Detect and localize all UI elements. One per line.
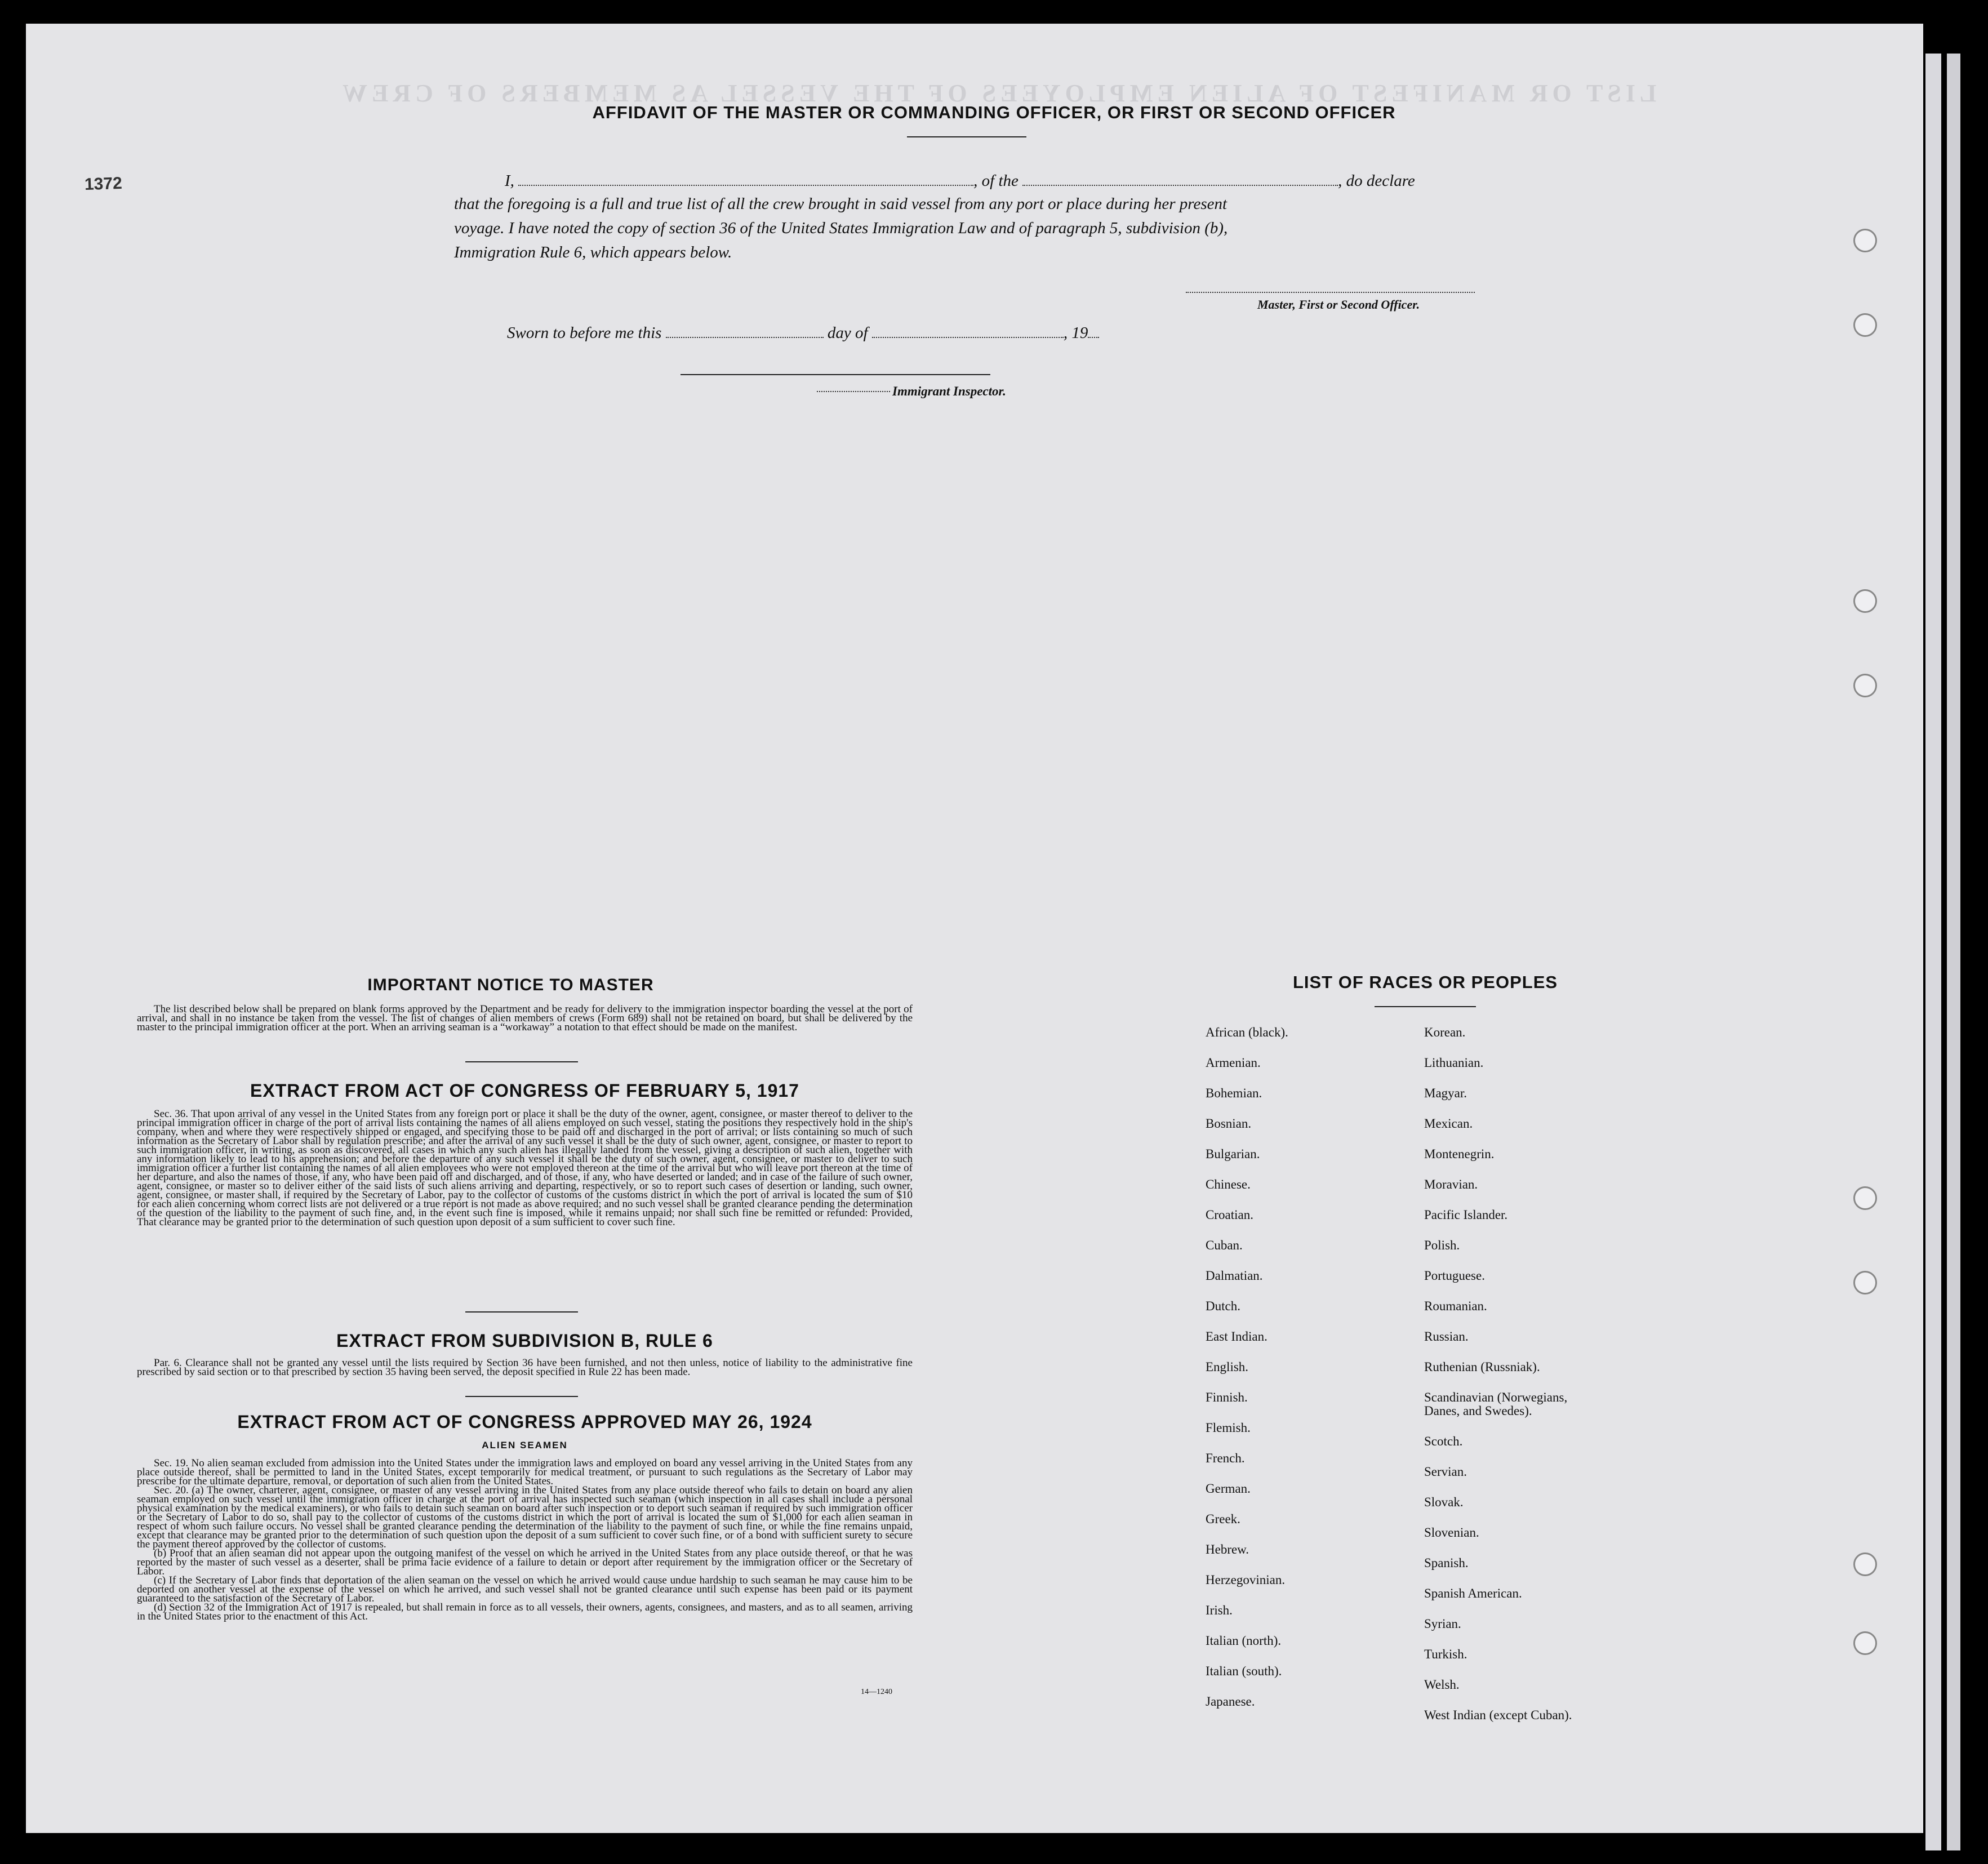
- extract-1924-sec20d: (d) Section 32 of the Immigration Act of 1917 is repealed, but shall remain in force as to all vessels, their owners, agents, consignees, and masters, and as to all seamen, arriving in the United States prior to the enactment of this Act.: [137, 1601, 913, 1622]
- extract-1924-sec20a: Sec. 20. (a) The owner, charterer, agent, consignee, or master of any vessel arriving in the United States from any place outside thereof who fails to detain on board any alien seaman employed on such vessel until the immigration officer in charge at the port of arrival has inspected such seaman (which inspection in all cases shall include a personal physical examination by the medical examiners), or who fails to detain such seaman on board after such inspection or to deport such seaman if required by such immigration officer or the Secretary of Labor to do so, shall pay to the collector of customs of the customs district in which the port of arrival is located the sum of $1,000 for each alien seaman in respect of whom such failure occurs. No vessel shall be granted clearance pending the determination of the liability to the payment of such fine, or while the fine remains unpaid, except that clearance may be granted prior to the determination of such question upon the deposit of a sum sufficient to cover such fine, or of a bond with sufficient surety to secure the payment thereof approved by the collector of customs.: [137, 1484, 913, 1550]
- affidavit-line-2: that the foregoing is a full and true list of all the crew brought in said vessel from any port or place during her present: [454, 195, 1228, 213]
- extract-1924-sec19: Sec. 19. No alien seaman excluded from admission into the United States under the immigration laws and employed on board any vessel arriving in the United States from any place outside thereof, shall be permitted to land in the United States, except temporarily for medical treatment, or pursuant to such regulations as the Secretary of Labor may prescribe for the ultimate departure, removal, or deportation of such alien from the United States.: [137, 1457, 913, 1487]
- punch-hole: [1853, 589, 1877, 613]
- margin-stamp: 1372: [84, 174, 123, 194]
- race-item: Cuban.: [1206, 1238, 1243, 1252]
- race-item: Chinese.: [1206, 1177, 1251, 1191]
- page-edge: [1947, 54, 1960, 1850]
- race-item: Italian (north).: [1206, 1634, 1282, 1648]
- race-item: Dutch.: [1206, 1299, 1240, 1313]
- inspector-label: Immigrant Inspector.: [892, 384, 1006, 398]
- affidavit-i: I,: [505, 172, 514, 190]
- extract-1917-paragraph: Sec. 36. That upon arrival of any vessel in the United States from any foreign port or place it shall be the duty of the owner, agent, consignee, or master thereof to deliver to the principal immigration officer in charge of the port of arrival lists containing the names of all aliens employed on such vessel, stating the positions they respectively hold in the ship's company, when and where they were respectively shipped or engaged, and specifying those to be paid off and discharged in the port of arrival; or lists containing so much of such information as the Secretary of Labor shall by regulation prescribe; and after the arrival of any such vessel it shall be the duty of such owner, agent, consignee, or master to report to such immigration officer, in writing, as soon as discovered, all cases in which any such alien has illegally landed from the vessel, giving a description of such alien, together with any information likely to lead to his apprehension; and before the departure of any such vessel it shall be the duty of such owner, agent, consignee, or master to deliver to such immigration officer a further list containing the names of all alien employees who were not employed thereon at the time of the arrival but who will leave port thereon at the time of her departure, and also the names of those, if any, who have been paid off and discharged, and of those, if any, who have deserted or landed; and in case of the failure of such owner, agent, consignee, or master so to deliver either of the said lists of such aliens arriving and departing, respectively, or so to report such cases of desertion or landing, such owner, agent, consignee, or master shall, if required by the Secretary of Labor, pay to the collector of customs of the customs district in which the port of arrival is located the sum of $10 for each alien concerning whom correct lists are not delivered or a true report is not made as above required; and no such vessel shall be granted clearance pending the determination of the question of the liability to the payment of such fine, and, in the event such fine is imposed, while it remains unpaid; nor shall such fine be remitted or refunded: Provided, That clearance may be granted prior to the determination of such question upon deposit of a sum sufficient to cover such fine.: [137, 1108, 913, 1228]
- extract-1924-subheading: ALIEN SEAMEN: [482, 1440, 568, 1451]
- race-item: Herzegovinian.: [1206, 1573, 1286, 1587]
- race-item: Servian.: [1424, 1465, 1467, 1479]
- race-item: Slovak.: [1424, 1495, 1464, 1509]
- race-item: Ruthenian (Russniak).: [1424, 1360, 1540, 1374]
- extract-1917-heading: EXTRACT FROM ACT OF CONGRESS OF FEBRUARY 5, 1917: [250, 1080, 799, 1101]
- extract-1924-heading: EXTRACT FROM ACT OF CONGRESS APPROVED MAY 26, 1924: [237, 1412, 812, 1432]
- notice-heading: IMPORTANT NOTICE TO MASTER: [367, 976, 654, 994]
- extract-1924-sec20c: (c) If the Secretary of Labor finds that deportation of the alien seaman on the vessel on which he arrived would cause undue hardship to such seaman he may cause him to be deported on another vessel at the expense of the vessel on which he arrived, and such vessel shall not be granted clearance until such expense has been paid or its payment guaranteed to the satisfaction of the Secretary of Labor.: [137, 1574, 913, 1604]
- race-item: Pacific Islander.: [1424, 1208, 1508, 1222]
- punch-hole: [1853, 229, 1877, 252]
- extract-rule6-body: [137, 1359, 913, 1377]
- race-item: Magyar.: [1424, 1086, 1467, 1100]
- year-text: , 19: [1063, 324, 1088, 342]
- section-rule: [465, 1061, 578, 1062]
- inspector-signature-line[interactable]: [681, 374, 990, 375]
- race-item: Spanish American.: [1424, 1586, 1522, 1600]
- extract-rule6-paragraph: Par. 6. Clearance shall not be granted any vessel until the lists required by Section 36 have been furnished, and not then unless, notice of liability to the administrative fine prescribed by said section or to that prescribed by section 35 having been served, the deposit specified in Rule 22 has been made.: [137, 1357, 913, 1378]
- race-item: Hebrew.: [1206, 1542, 1249, 1556]
- extract-1917-body: [137, 1110, 913, 1227]
- notice-paragraph: The list described below shall be prepared on blank forms approved by the Department and be ready for delivery to the immigration inspector boarding the vessel at the port of arrival, and shall in no instance be taken from the vessel. The list of changes of alien members of crews (Form 689) shall not be retained on board, but shall be delivered by the master to the principal immigration officer at the port. When an arriving seaman is a “workaway” a notation to that effect should be made on the manifest.: [137, 1003, 913, 1033]
- race-item: Turkish.: [1424, 1647, 1467, 1661]
- punch-hole: [1853, 1186, 1877, 1210]
- race-item: Spanish.: [1424, 1556, 1469, 1570]
- heading-rule: [907, 136, 1026, 137]
- month-blank[interactable]: [872, 322, 1064, 338]
- race-item: West Indian (except Cuban).: [1424, 1708, 1572, 1722]
- race-item: Scandinavian (Norwegians,: [1424, 1390, 1568, 1404]
- race-item: Moravian.: [1424, 1177, 1478, 1191]
- form-number: 14—1240: [861, 1688, 892, 1696]
- punch-hole: [1853, 674, 1877, 697]
- extract-1924-body: [137, 1459, 913, 1621]
- race-item: Lithuanian.: [1424, 1056, 1484, 1070]
- page-edge: [1925, 54, 1941, 1850]
- extract-1924-sec20b: (b) Proof that an alien seaman did not appear upon the outgoing manifest of the vessel on which he arrived in the United States from any place outside thereof, or that he was reported by the master of such vessel as a deserter, shall be prima facie evidence of a failure to detain or deport after requirement by the immigration officer or the Secretary of Labor.: [137, 1547, 913, 1577]
- race-item: Russian.: [1424, 1329, 1469, 1343]
- affidavit-heading: AFFIDAVIT OF THE MASTER OR COMMANDING OFFICER, OR FIRST OR SECOND OFFICER: [592, 103, 1396, 122]
- affidavit-line-3: voyage. I have noted the copy of section 36 of the United States Immigration Law and of paragraph 5, subdivision (b),: [454, 219, 1228, 237]
- race-item: Slovenian.: [1424, 1525, 1479, 1540]
- section-rule: [465, 1396, 578, 1397]
- affidavit-line-4: Immigration Rule 6, which appears below.: [454, 243, 732, 261]
- name-blank[interactable]: [518, 170, 973, 186]
- race-item: Italian (south).: [1206, 1664, 1282, 1678]
- race-item: German.: [1206, 1482, 1251, 1496]
- race-item: French.: [1206, 1451, 1245, 1465]
- extract-rule6-heading: EXTRACT FROM SUBDIVISION B, RULE 6: [336, 1331, 713, 1351]
- race-item: Armenian.: [1206, 1056, 1261, 1070]
- race-item: Welsh.: [1424, 1678, 1460, 1692]
- notice-body: [137, 1005, 913, 1032]
- punch-hole: [1853, 1552, 1877, 1576]
- affidavit-declare: , do declare: [1338, 172, 1415, 190]
- inspector-dots: [817, 391, 890, 392]
- punch-hole: [1853, 1271, 1877, 1294]
- day-of-text: day of: [827, 324, 868, 342]
- master-signature-label: Master, First or Second Officer.: [1257, 297, 1420, 312]
- race-item: Dalmatian.: [1206, 1269, 1263, 1283]
- race-item: Croatian.: [1206, 1208, 1253, 1222]
- section-rule: [465, 1311, 578, 1313]
- race-item: Finnish.: [1206, 1390, 1248, 1404]
- sworn-text: Sworn to before me this: [507, 324, 662, 342]
- affidavit-of-the: , of the: [973, 172, 1019, 190]
- race-item: East Indian.: [1206, 1329, 1267, 1343]
- race-item: Mexican.: [1424, 1116, 1473, 1131]
- race-item: Korean.: [1424, 1025, 1466, 1039]
- race-item: English.: [1206, 1360, 1249, 1374]
- race-item: Irish.: [1206, 1603, 1233, 1617]
- year-blank[interactable]: [1088, 322, 1099, 338]
- race-item: Bulgarian.: [1206, 1147, 1260, 1161]
- race-item: Polish.: [1424, 1238, 1460, 1252]
- race-item: Roumanian.: [1424, 1299, 1487, 1313]
- race-item: Scotch.: [1424, 1434, 1463, 1448]
- race-item: Portuguese.: [1424, 1269, 1485, 1283]
- affidavit-line-1: [505, 170, 1415, 190]
- race-item: Japanese.: [1206, 1694, 1255, 1709]
- race-item: Montenegrin.: [1424, 1147, 1495, 1161]
- race-item: Greek.: [1206, 1512, 1240, 1526]
- race-item: Danes, and Swedes).: [1424, 1404, 1532, 1418]
- vessel-blank[interactable]: [1022, 170, 1338, 186]
- punch-hole: [1853, 313, 1877, 337]
- punch-hole: [1853, 1631, 1877, 1655]
- race-item: Flemish.: [1206, 1421, 1251, 1435]
- races-rule: [1375, 1006, 1476, 1007]
- race-item: Syrian.: [1424, 1617, 1461, 1631]
- race-item: Bohemian.: [1206, 1086, 1262, 1100]
- master-signature-line[interactable]: [1186, 292, 1475, 293]
- race-item: African (black).: [1206, 1025, 1288, 1039]
- sworn-line: [507, 322, 1099, 342]
- day-blank[interactable]: [666, 322, 824, 338]
- show-through-text: LIST OR MANIFEST OF ALIEN EMPLOYEES OF THE VESSEL AS MEMBERS OF CREW: [338, 79, 1657, 107]
- race-item: Bosnian.: [1206, 1116, 1252, 1131]
- races-heading: LIST OF RACES OR PEOPLES: [1292, 972, 1558, 992]
